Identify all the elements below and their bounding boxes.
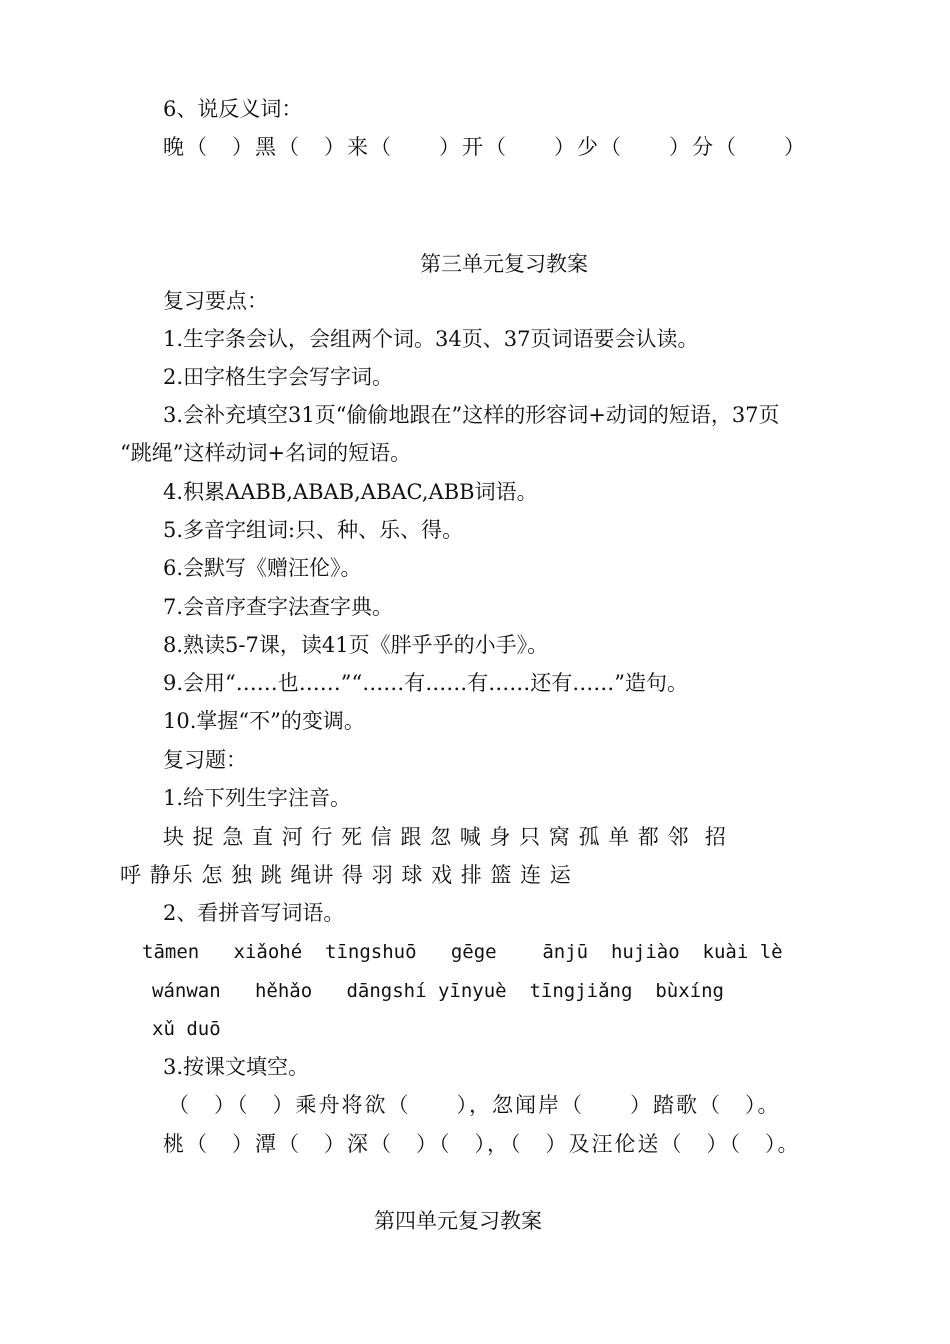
point-2: 2.田字格生字会写字词。 [163,365,394,389]
q2-pinyin-line-3: xǔ duō [152,1018,221,1040]
q1-title: 1.给下列生字注音。 [163,786,352,810]
point-6: 6.会默写《赠汪伦》。 [163,556,362,580]
q2-pinyin-line-1: tāmen xiǎohé tīngshuō gēge ānjū hujiào kuài lè [142,941,783,963]
q2-title: 2、看拼音写词语。 [163,901,345,925]
points-heading: 复习要点： [163,289,268,313]
q3-title: 3.按课文填空。 [163,1055,310,1079]
point-3-cont: “跳绳”这样动词+名词的短语。 [120,441,412,465]
point-3: 3.会补充填空31页“偷偷地跟在”这样的形容词+动词的短语，37页 [163,403,780,427]
q1-chars-line-2: 呼 静乐 怎 独 跳 绳讲 得 羽 球 戏 排 篮 连 运 [120,863,572,887]
unit4-title: 第四单元复习教案 [374,1209,542,1233]
point-5: 5.多音字组词:只、种、乐、得。 [163,518,464,542]
q6-antonym-line: 晚（ ）黑（ ）来（ ）开（ ）少（ ）分（ ） [163,135,807,159]
q3-line-1: （ ）（ ）乘舟将欲（ ），忽闻岸（ ）踏歌（ ）。 [168,1093,781,1117]
q2-pinyin-line-2: wánwan hěhǎo dāngshí yīnyuè tīngjiǎng bùxíng [152,980,724,1002]
point-10: 10.掌握“不”的变调。 [163,709,365,733]
point-7: 7.会音序查字法查字典。 [163,595,394,619]
point-4: 4.积累AABB,ABAB,ABAC,ABB词语。 [163,480,538,504]
exercises-heading: 复习题： [163,748,247,772]
point-8: 8.熟读5-7课，读41页《胖乎乎的小手》。 [163,633,549,657]
point-1: 1.生字条会认，会组两个词。34页、37页词语要会认读。 [163,327,699,351]
q3-line-2: 桃（ ）潭（ ）深（ ）（ ），（ ）及汪伦送（ ）（ ）。 [163,1132,801,1156]
q6-title: 6、说反义词： [163,97,303,121]
unit3-title: 第三单元复习教案 [420,252,588,276]
point-9: 9.会用“……也……”“……有……有……还有……”造句。 [163,671,688,695]
q1-chars-line-1: 块 捉 急 直 河 行 死 信 跟 忽 喊 身 只 窝 孤 单 都 邻 招 [163,825,727,849]
